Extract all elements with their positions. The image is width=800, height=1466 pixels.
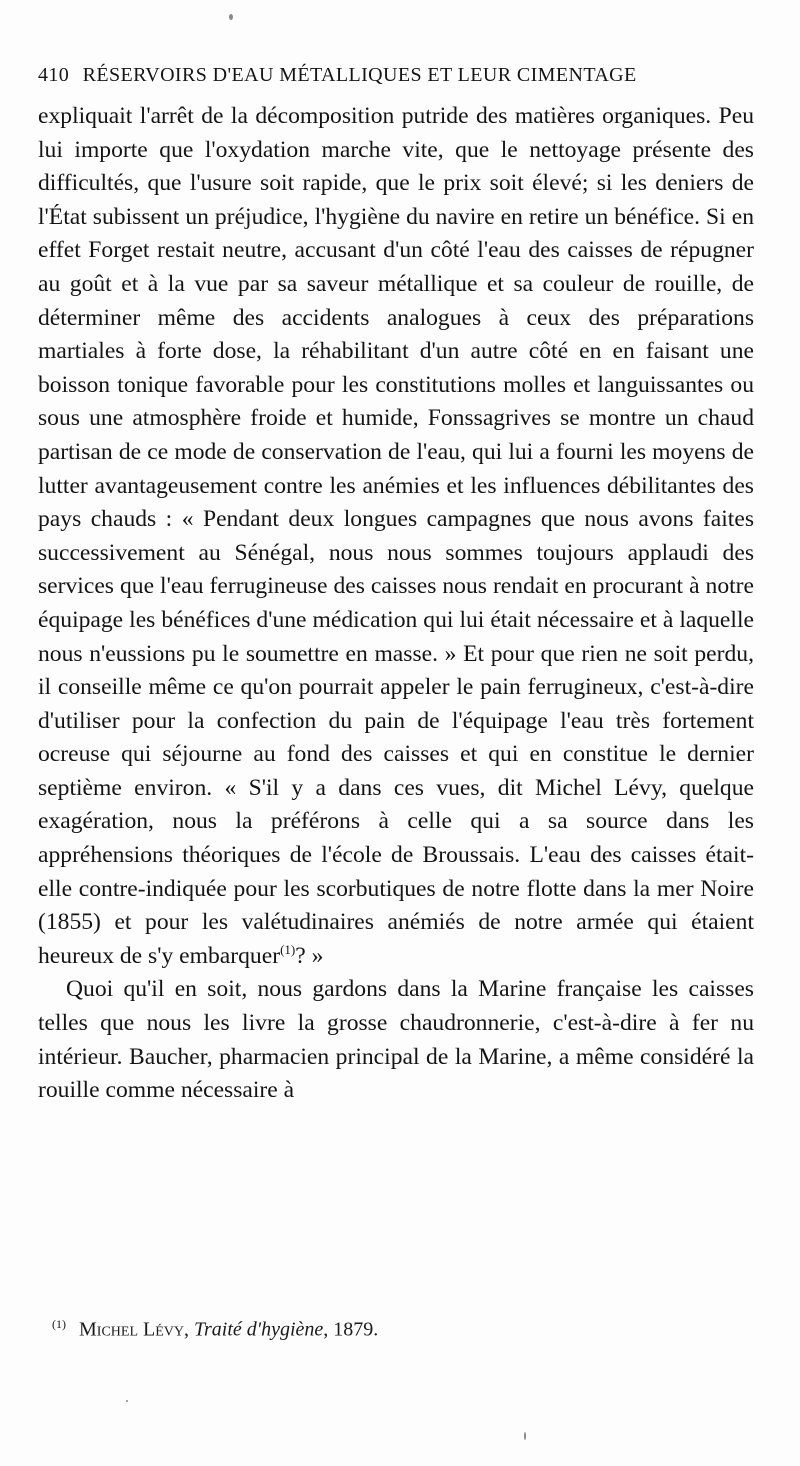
paragraph-text: Quoi qu'il en soit, nous gardons dans la Marine française les caisses telles que nous les livre la grosse chaudronnerie, c'est-à-dire à fer nu intérieur. Baucher, pharmacien principal de la Marine, a même considéré la rouille comme nécessaire à — [38, 976, 754, 1104]
page-number: 410 — [38, 64, 70, 86]
print-speck — [229, 14, 233, 20]
footnote-author: Michel Lévy, — [79, 1318, 189, 1341]
footnote-reference: (1) — [280, 941, 296, 957]
footnote-year: , 1879. — [323, 1318, 379, 1341]
paragraph — [38, 973, 754, 1107]
print-speck — [524, 1432, 526, 1440]
print-speck — [126, 1400, 128, 1402]
paragraph-text: expliquait l'arrêt de la décomposition putride des matières organiques. Peu lui importe que l'oxydation marche vite, que le nettoyage présente des difficultés, que l'usure soit rapide, que le prix soit élevé; si les deniers de l'État subissent un préjudice, l'hygiène du navire en retire un bénéfice. Si en effet Forget restait neutre, accusant d'un côté l'eau des caisses de répugner au goût et à la vue par sa saveur métallique et sa couleur de rouille, de déterminer même des accidents analogues à ceux des préparations martiales à forte dose, la réhabilitant d'un autre côté en en faisant une boisson tonique favorable pour les constitutions molles et languissantes ou sous une atmosphère froide et humide, Fonssagrives se montre un chaud partisan de ce mode de conservation de l'eau, qui lui a fourni les moyens de lutter avantageusement contre les anémies et les influences débilitantes des pays chauds : « Pendant deux longues campagnes que nous avons faites successivement au Sénégal, nous nous sommes toujours applaudi des services que l'eau ferrugineuse des caisses nous rendait en procurant à notre équipage les bénéfices d'une médication qui lui était nécessaire et à laquelle nous n'eussions pu le soumettre en masse. » Et pour que rien ne soit perdu, il conseille même ce qu'on pourrait appeler le pain ferrugineux, c'est-à-dire d'utiliser pour la confection du pain de l'équipage l'eau très fortement ocreuse qui séjourne au fond des caisses et qui en constitue le dernier septième environ. « S'il y a dans ces vues, dit Michel Lévy, quelque exagération, nous la préférons à celle qui a sa source dans les appréhensions théoriques de l'école de Broussais. L'eau des caisses était-elle contre-indiquée pour les scorbutiques de notre flotte dans la mer Noire (1855) et pour les valétudinaires anémiés de notre armée qui étaient heureux de s'y embarquer — [38, 103, 754, 969]
footnote-work-title: Traité d'hygiène — [194, 1318, 324, 1341]
paragraph-continuation — [38, 100, 754, 973]
paragraph-text-end: ? » — [295, 942, 324, 969]
body-text — [38, 100, 754, 1108]
running-header — [38, 64, 738, 87]
footnote — [52, 1310, 742, 1344]
footnote-mark: (1) — [52, 1317, 66, 1331]
running-title: RÉSERVOIRS D'EAU MÉTALLIQUES ET LEUR CIMENTAGE — [82, 64, 637, 86]
